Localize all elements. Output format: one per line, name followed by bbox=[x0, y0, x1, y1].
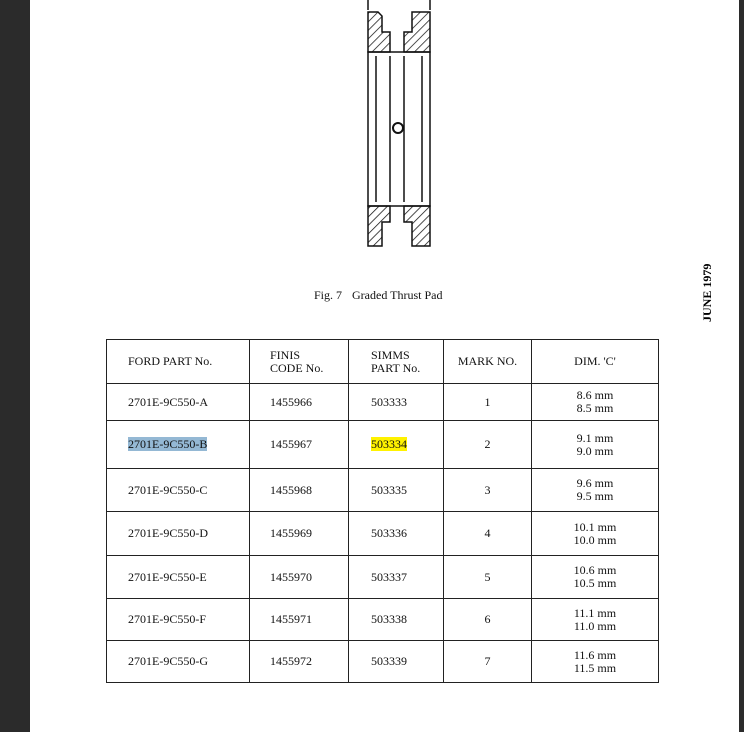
caption-title: Graded Thrust Pad bbox=[352, 288, 443, 302]
dim-max: 8.6 mm bbox=[576, 388, 614, 402]
dim-min: 9.5 mm bbox=[576, 489, 614, 503]
header-simms-line2: PART No. bbox=[371, 360, 421, 375]
header-finis-line1: FINIS bbox=[270, 347, 301, 362]
cell-finis-code: 1455967 bbox=[250, 421, 349, 469]
header-simms-line1: SIMMS bbox=[371, 347, 410, 362]
table-row bbox=[107, 469, 659, 512]
cell-ford-part bbox=[107, 469, 250, 512]
dim-min: 8.5 mm bbox=[576, 401, 614, 415]
cell-dim-c bbox=[532, 384, 659, 421]
header-dim-c: DIM. 'C' bbox=[532, 340, 659, 384]
simms-part-text[interactable]: 503339 bbox=[371, 654, 407, 668]
header-finis-code bbox=[250, 340, 349, 384]
dim-min: 9.0 mm bbox=[576, 443, 614, 458]
dim-max: 9.1 mm bbox=[576, 430, 614, 445]
cell-dim-c bbox=[532, 556, 659, 599]
dim-max: 9.6 mm bbox=[576, 476, 614, 490]
cell-dim-c bbox=[532, 421, 659, 469]
cell-finis-code: 1455972 bbox=[250, 641, 349, 683]
cell-dim-c bbox=[532, 641, 659, 683]
cell-dim-c bbox=[532, 512, 659, 556]
cell-ford-part bbox=[107, 599, 250, 641]
cell-mark-no: 4 bbox=[444, 512, 532, 556]
ford-part-text[interactable]: 2701E-9C550-G bbox=[128, 654, 208, 668]
dim-min: 10.0 mm bbox=[573, 532, 617, 547]
table-row bbox=[107, 421, 659, 469]
dim-min: 11.5 mm bbox=[573, 660, 617, 675]
table-header bbox=[107, 340, 659, 384]
dim-min: 10.5 mm bbox=[573, 576, 617, 590]
dim-min: 11.0 mm bbox=[573, 618, 617, 633]
simms-part-text[interactable]: 503335 bbox=[371, 482, 407, 497]
header-mark-no: MARK NO. bbox=[444, 340, 532, 384]
simms-part-text[interactable]: 503337 bbox=[371, 569, 407, 584]
table-row bbox=[107, 599, 659, 641]
dim-max: 10.1 mm bbox=[573, 519, 617, 534]
cell-dim-c bbox=[532, 469, 659, 512]
cell-simms-part bbox=[349, 556, 444, 599]
header-ford-part: FORD PART No. bbox=[107, 340, 250, 384]
dim-max: 11.6 mm bbox=[573, 647, 617, 662]
date-side-text: JUNE 1979 bbox=[700, 263, 714, 322]
cell-simms-part bbox=[349, 469, 444, 512]
table-row bbox=[107, 384, 659, 421]
cell-ford-part bbox=[107, 641, 250, 683]
ford-part-text[interactable]: 2701E-9C550-E bbox=[128, 569, 207, 584]
ford-part-text[interactable]: 2701E-9C550-B bbox=[128, 437, 208, 451]
cell-simms-part bbox=[349, 512, 444, 556]
cell-simms-part bbox=[349, 599, 444, 641]
ford-part-text[interactable]: 2701E-9C550-C bbox=[128, 482, 208, 497]
ford-part-text[interactable]: 2701E-9C550-F bbox=[128, 612, 206, 626]
cell-finis-code: 1455968 bbox=[250, 469, 349, 512]
cell-simms-part bbox=[349, 384, 444, 421]
cell-ford-part bbox=[107, 384, 250, 421]
cell-mark-no: 6 bbox=[444, 599, 532, 641]
cell-mark-no: 3 bbox=[444, 469, 532, 512]
header-finis-line2: CODE No. bbox=[270, 360, 324, 375]
cell-mark-no: 2 bbox=[444, 421, 532, 469]
ford-part-text[interactable]: 2701E-9C550-A bbox=[128, 394, 208, 409]
cell-finis-code: 1455969 bbox=[250, 512, 349, 556]
cell-ford-part bbox=[107, 421, 250, 469]
cell-finis-code: 1455970 bbox=[250, 556, 349, 599]
cell-finis-code: 1455971 bbox=[250, 599, 349, 641]
cell-finis-code: 1455966 bbox=[250, 384, 349, 421]
thrust-pad-table bbox=[106, 339, 659, 683]
cell-mark-no: 7 bbox=[444, 641, 532, 683]
cell-ford-part bbox=[107, 512, 250, 556]
caption-label: Fig. 7 bbox=[314, 288, 343, 302]
table-row bbox=[107, 556, 659, 599]
cell-dim-c bbox=[532, 599, 659, 641]
thrust-pad-drawing bbox=[364, 0, 436, 252]
cell-mark-no: 1 bbox=[444, 384, 532, 421]
dim-max: 10.6 mm bbox=[573, 563, 617, 577]
header-simms-part bbox=[349, 340, 444, 384]
simms-part-text[interactable]: 503334 bbox=[371, 437, 407, 451]
simms-part-text[interactable]: 503333 bbox=[371, 394, 407, 409]
table-row bbox=[107, 641, 659, 683]
cell-simms-part bbox=[349, 641, 444, 683]
cell-ford-part bbox=[107, 556, 250, 599]
dim-max: 11.1 mm bbox=[573, 605, 617, 620]
cell-mark-no: 5 bbox=[444, 556, 532, 599]
ford-part-text[interactable]: 2701E-9C550-D bbox=[128, 526, 208, 540]
cell-simms-part bbox=[349, 421, 444, 469]
figure-caption bbox=[314, 288, 452, 303]
simms-part-text[interactable]: 503336 bbox=[371, 526, 407, 540]
table-row bbox=[107, 512, 659, 556]
simms-part-text[interactable]: 503338 bbox=[371, 612, 407, 626]
